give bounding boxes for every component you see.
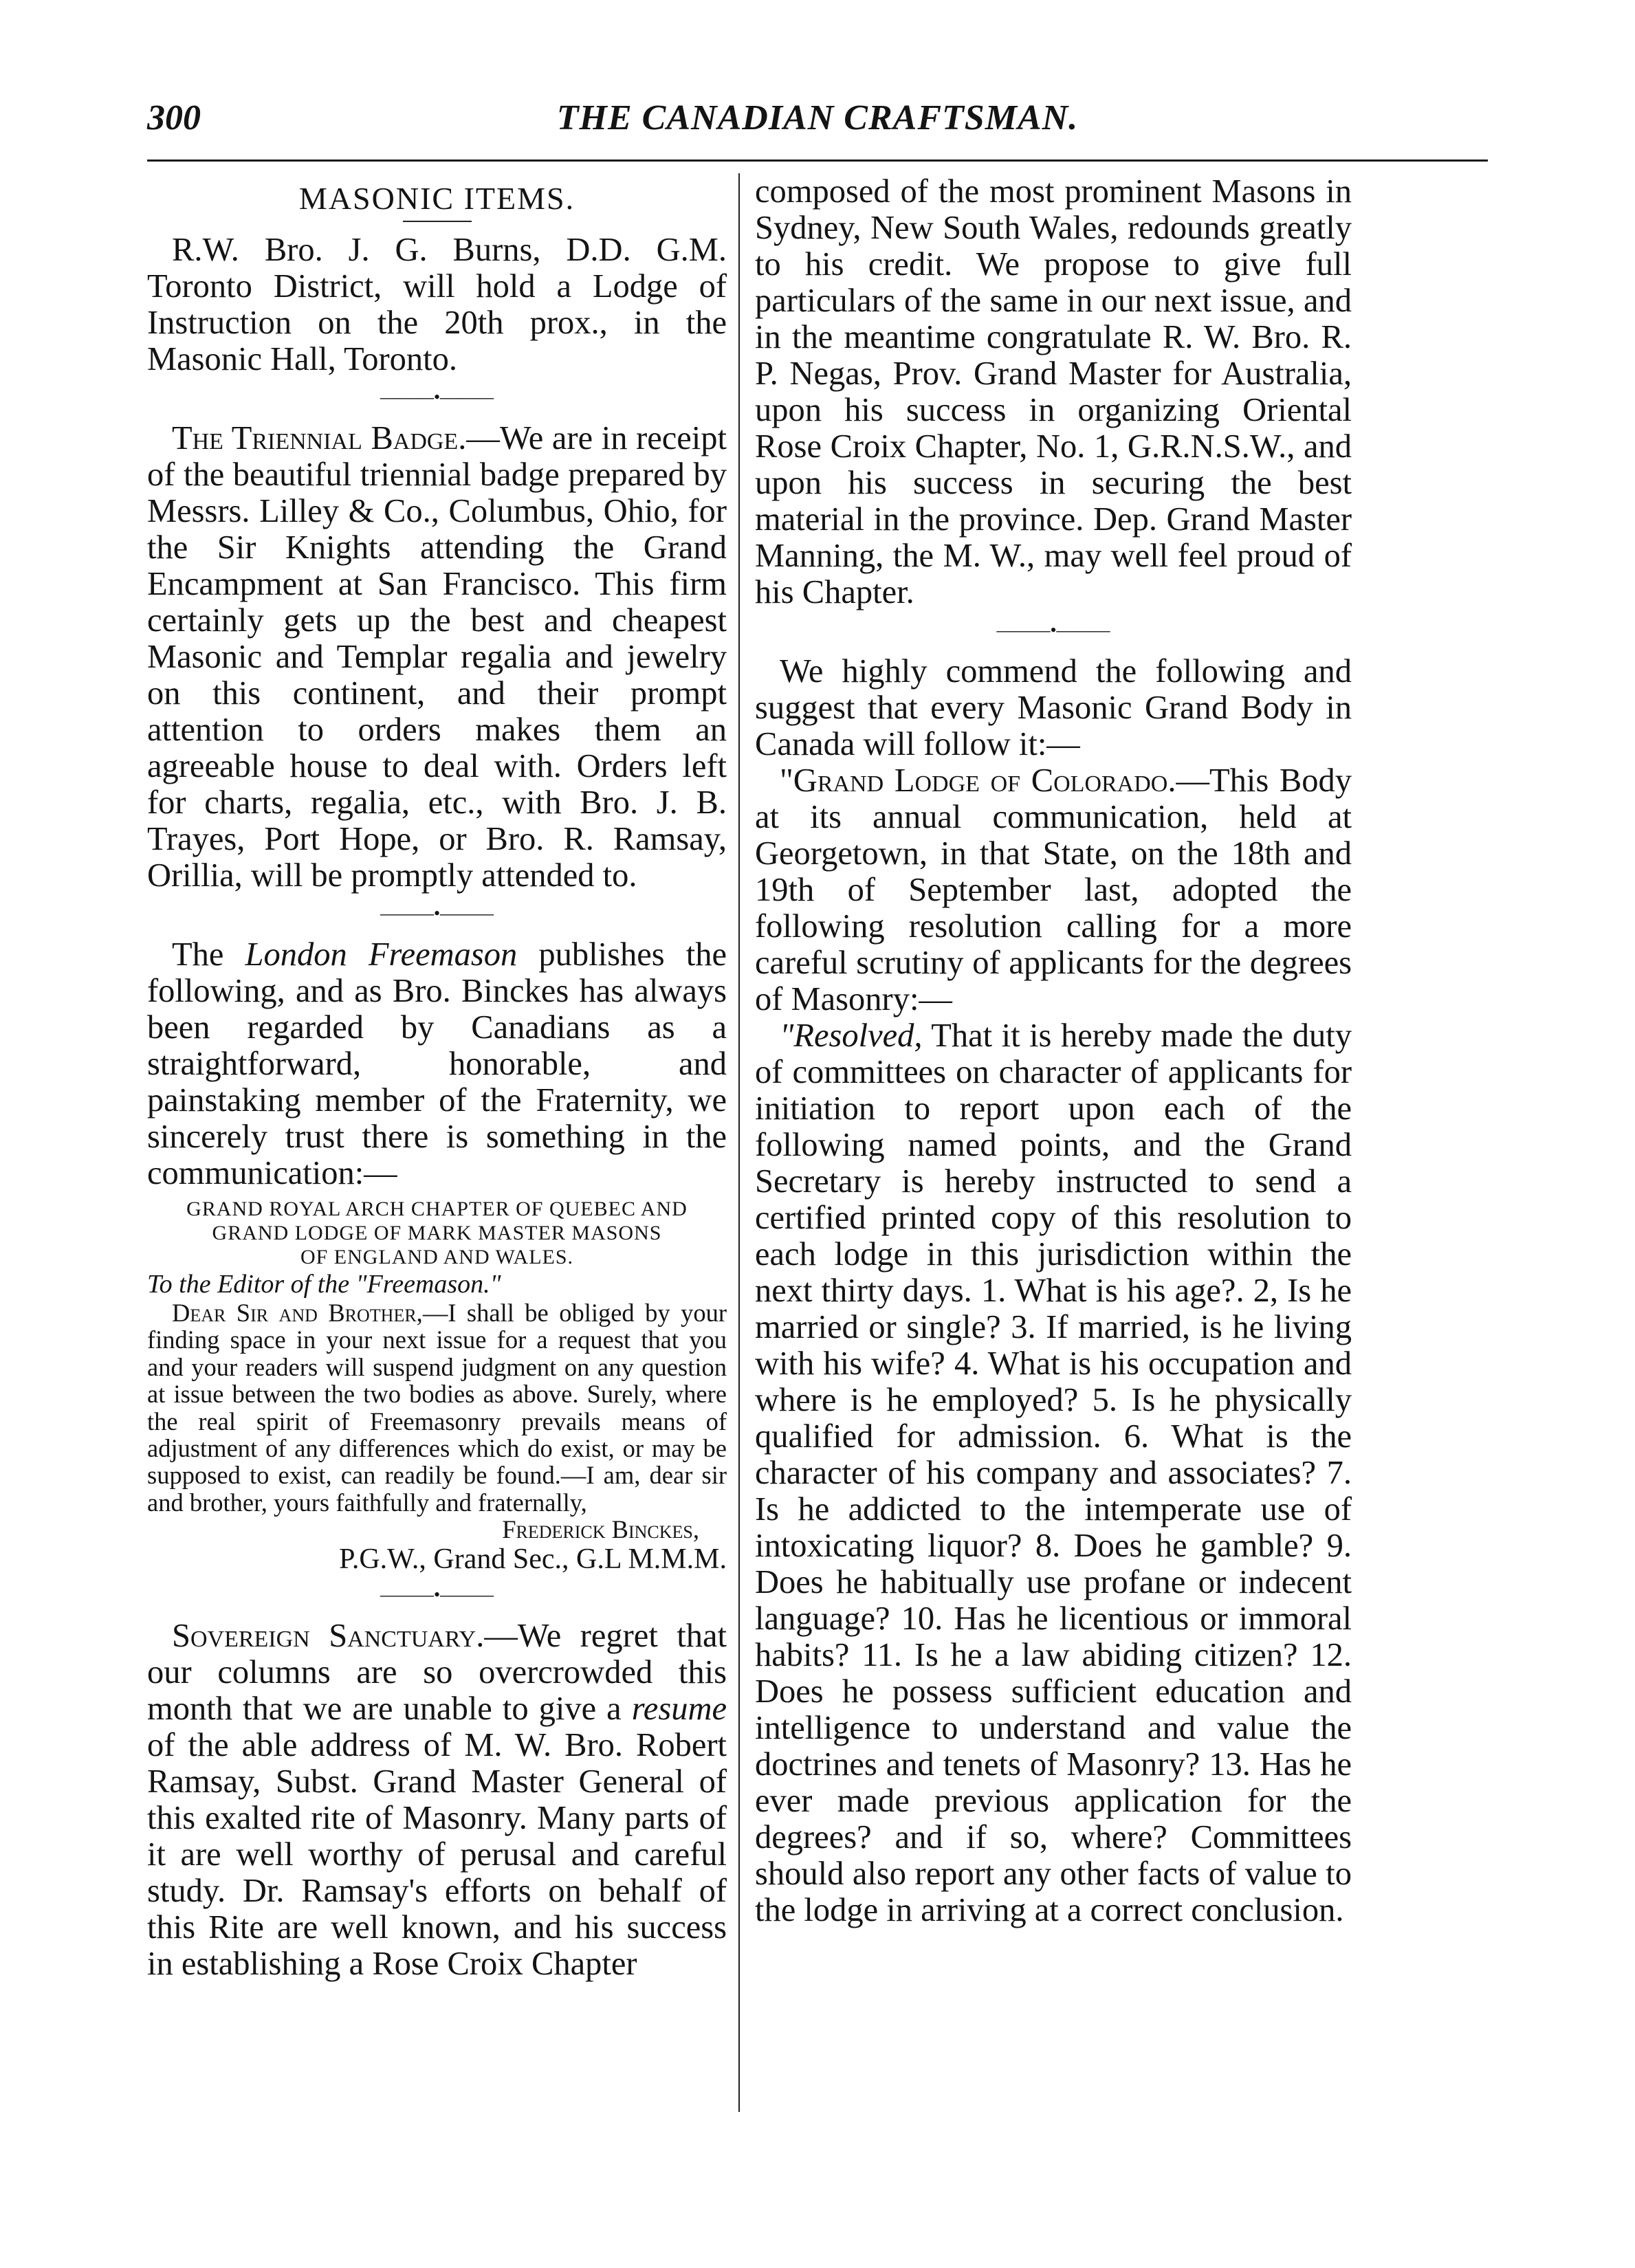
item-text: publishes the following, and as Bro. Binckes has always been regarded by Canadians as a straightforward, honorable, and painstaking member of the Fraternity, we sincerely trust there is something in the communication:— [147,936,727,1191]
ornament-divider: ———•——— [380,1584,494,1605]
item-continuation: composed of the most prominent Masons in Sydney, New South Wales, redounds greatly to his credit. We propose to give full particulars of the same in our next issue, and in the meantime congratulate R. W. Bro. R. P. Negas, Prov. Grand Master for Australia, upon his success in organizing Oriental Rose Croix Chapter, No. 1, G.R.N.S.W., and upon his success in securing the best material in the province. Dep. Grand Master Manning, the M. W., may well feel proud of his Chapter. [755,173,1352,610]
title-rule [403,221,472,222]
section-title: MASONIC ITEMS. [298,181,575,216]
publication-name: London Freemason [245,936,518,973]
letter-heading-line: GRAND LODGE OF MARK MASTER MASONS [212,1222,662,1244]
header-rule [147,159,1488,162]
resolution-text: That it is hereby made the duty of committees on character of applicants for initiation to report upon each of the following named points, and the Grand Secretary is hereby instructed to send a certified printed copy of this resolution to each lodge in this jurisdiction within the next thirty days. 1. What is his age?. 2, Is he married or single? 3. If married, is he living with his wife? 4. What is his occupation and where is he employed? 5. Is he physically qualified for admission. 6. What is the character of his company and associates? 7. Is he addicted to the intemperate use of intoxicating liquor? 8. Does he gamble? 9. Does he habitually use profane or indecent language? 10. Has he licentious or immoral habits? 11. Is he a law abiding citizen? 12. Does he possess sufficient education and intelligence to understand and value the doctrines and tenets of Masonry? 13. Has he ever made previous application for the degrees? and if so, where? Committees should also report any other facts of value to the lodge in arriving at a correct conclusion. [755,1017,1352,1928]
item-triennial-badge [147,420,727,894]
letter-body [147,1299,727,1516]
letter-heading-line: OF ENGLAND AND WALES. [300,1246,574,1268]
letter-addressee: To the Editor of the "Freemason." [147,1270,501,1299]
item-text: —We are in receipt of the beautiful triennial badge prepared by Messrs. Lilley & Co., Columbus, Ohio, for the Sir Knights attending the Grand Encampment at San Francisco. This firm certainly gets up the best and cheapest Masonic and Templar regalia and jewelry on this continent, and their prompt attention to orders makes them an agreeable house to deal with. Orders left for charts, regalia, etc., with Bro. J. B. Trayes, Port Hope, or Bro. R. Ramsay, Orillia, will be promptly attended to. [147,420,727,894]
item-sovereign-sanctuary [147,1618,727,1982]
item-heading: The Triennial Badge. [172,420,467,456]
letter-heading [147,1197,727,1269]
page-header [0,98,1635,153]
column-divider [738,173,740,2112]
item-commendation: We highly commend the following and suggest that every Masonic Grand Body in Canada will follow it:— [755,653,1352,762]
item-heading: "Grand Lodge of Colorado. [780,762,1176,799]
item-london-freemason [147,936,727,1191]
letter-text: —I shall be obliged by your finding space in your next issue for a request that you and your readers will suspend judgment on any question at issue between the two bodies as above. Surely, where the real spirit of Freemasonry prevails means of adjustment of any differences which do exist, or may be supposed to exist, can readily be found.—I am, dear sir and brother, yours faithfully and fraternally, [147,1299,727,1517]
page-number: 300 [147,98,201,137]
resolved-word: "Resolved, [780,1017,923,1054]
ornament-divider: ———•——— [380,903,494,923]
right-column [755,173,1352,1928]
ornament-divider: ———•——— [380,387,494,407]
item-grand-lodge-colorado [755,762,1352,1017]
running-title: THE CANADIAN CRAFTSMAN. [556,98,1079,137]
letter-heading-line: GRAND ROYAL ARCH CHAPTER OF QUEBEC AND [186,1198,688,1220]
item-text: —We regret that our columns are so overcrowded this month that we are unable to give a [147,1617,727,1727]
item-lodge-of-instruction: R.W. Bro. J. G. Burns, D.D. G.M. Toronto District, will hold a Lodge of Instruction on the 20th prox., in the Masonic Hall, Toronto. [147,232,727,377]
item-text: The [172,936,245,973]
item-heading: Sovereign Sanctuary. [172,1617,485,1654]
item-text: of the able address of M. W. Bro. Robert Ramsay, Subst. Grand Master General of this exalted rite of Masonry. Many parts of it are well worthy of perusal and careful study. Dr. Ramsay's efforts on behalf of this Rite are well known, and his success in establishing a Rose Croix Chapter [147,1726,727,1982]
item-text: —This Body at its annual communication, held at Georgetown, in that State, on the 18th and 19th of September last, adopted the following resolution calling for a more careful scrutiny of applicants for the degrees of Masonry:— [755,762,1352,1017]
ornament-divider: ———•——— [996,620,1110,640]
left-column [147,173,727,1982]
italic-word: resume [631,1690,727,1727]
item-resolution [755,1017,1352,1928]
letter-signature: Frederick Binckes, [502,1515,699,1544]
letter-salutation: Dear Sir and Brother, [172,1299,423,1327]
letter-signature-title: P.G.W., Grand Sec., G.L M.M.M. [339,1543,727,1575]
